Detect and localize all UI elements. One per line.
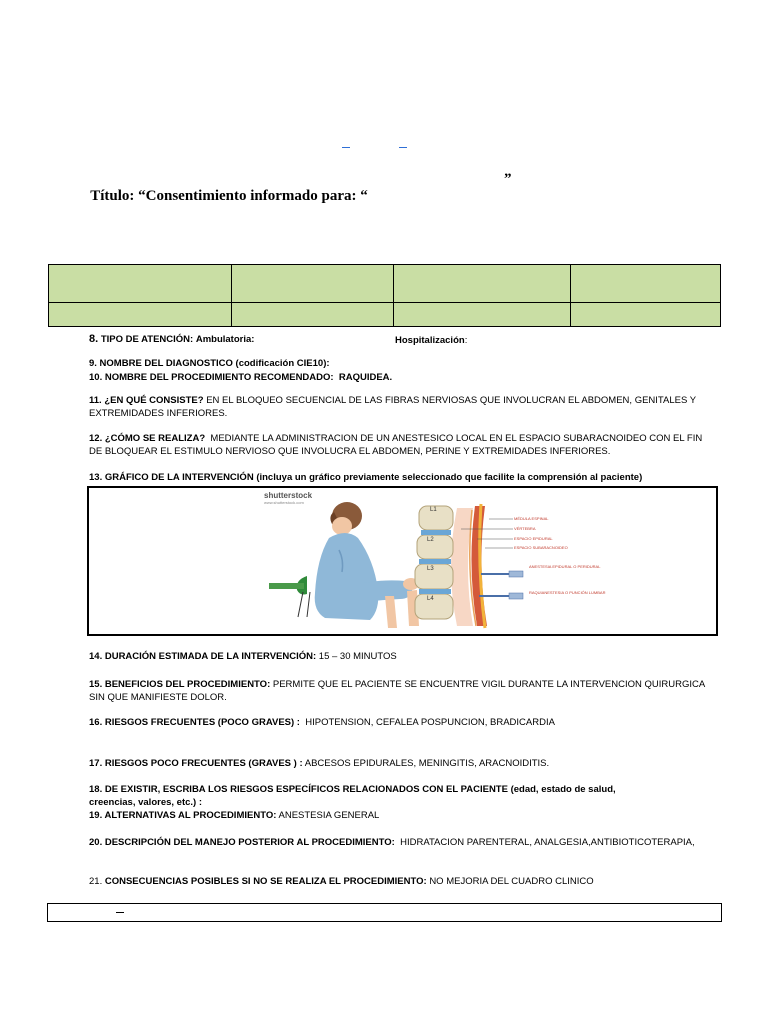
signature-field[interactable] [47,903,722,922]
section-10: 10. NOMBRE DEL PROCEDIMIENTO RECOMENDADO: RAQUIDEA. [89,372,393,383]
callout-label: ESPACIO EPIDURAL [514,536,553,541]
section-8: 8. TIPO DE ATENCIÓN: Ambulatoria: [89,333,255,345]
section-18-continued: creencias, valores, etc.) : [89,797,203,808]
title-suffix: ” [504,171,512,187]
info-cell[interactable] [49,265,232,303]
hyperlink-fragment [342,147,350,148]
patient-figure [269,502,419,628]
callout-label: ESPACIO SUBARACNOIDEO [514,545,568,550]
section-9: 9. NOMBRE DEL DIAGNOSTICO (codificación CIE10): [89,358,330,369]
document-title [83,171,512,222]
callout-label: RAQUIANESTESIA O PUNCIÓN LUMBAR [529,590,606,595]
section-14: 14. DURACIÓN ESTIMADA DE LA INTERVENCIÓN: 15 – 30 MINUTOS [89,651,397,662]
spine-diagram [415,504,523,628]
callout-labels [461,516,606,595]
section-13: 13. GRÁFICO DE LA INTERVENCIÓN (incluya un gráfico previamente seleccionado que facilite la comprensión al paciente) [89,472,643,483]
option-ambulatoria[interactable]: Ambulatoria: [195,334,255,345]
callout-label: MÉDULA ESPINAL [514,516,549,521]
info-cell[interactable] [571,303,721,327]
vertebra-label: L4 [427,596,434,602]
title-prefix: Título: “Consentimiento informado para: “ [90,188,368,204]
info-cell[interactable] [231,265,394,303]
section-12: 12. ¿CÓMO SE REALIZA? MEDIANTE LA ADMINISTRACION DE UN ANESTESICO LOCAL EN EL ESPACIO SUBARACNOIDEO CON EL FIN DE BLOQUEAR EL ESTIMULO NERVIOSO QUE INVOLUCRA EL ABDOMEN, PERINE Y EXTREMIDADES INFERIORES. [89,433,703,457]
info-cell[interactable] [394,303,571,327]
section-15: 15. BENEFICIOS DEL PROCEDIMIENTO: PERMITE QUE EL PACIENTE SE ENCUENTRE VIGIL DURANTE LA INTERVENCION QUIRURGICA SIN QUE MANIFIESTE DOLOR. [89,679,705,703]
section-11: 11. ¿EN QUÉ CONSISTE? EN EL BLOQUEO SECUENCIAL DE LAS FIBRAS NERVIOSAS QUE INVOLUCRAN EL ABDOMEN, GENITALES Y EXTREMIDADES INFERIORES. [89,395,696,419]
callout-label: ANESTESIA EPIDURAL O PERIDURAL [529,564,601,569]
field-cursor-mark [116,912,124,913]
vertebra-label: L3 [427,566,434,572]
option-hospitalizacion[interactable]: Hospitalización [395,335,465,346]
intervention-figure-box [87,486,718,636]
hyperlink-fragment [399,147,407,148]
vertebra-label: L1 [430,507,437,513]
info-cell[interactable] [571,265,721,303]
section-21: 21. CONSECUENCIAS POSIBLES SI NO SE REALIZA EL PROCEDIMIENTO: NO MEJORIA DEL CUADRO CLINICO [89,876,594,887]
info-table [48,264,721,327]
watermark-url: www.shutterstock.com [264,500,304,505]
section-18: 18. DE EXISTIR, ESCRIBA LOS RIESGOS ESPECÍFICOS RELACIONADOS CON EL PACIENTE (edad, estado de salud, [89,784,616,795]
info-cell[interactable] [394,265,571,303]
spinal-anesthesia-illustration [89,488,716,634]
option-hospitalizacion-row: Hospitalización: [395,335,468,346]
info-cell[interactable] [49,303,232,327]
vertebra-label: L2 [427,537,434,543]
section-8-label: TIPO DE ATENCIÓN: [100,334,194,345]
section-19: 19. ALTERNATIVAS AL PROCEDIMIENTO: ANESTESIA GENERAL [89,810,380,821]
info-cell[interactable] [231,303,394,327]
watermark-text: shutterstock [264,491,313,500]
section-20: 20. DESCRIPCIÓN DEL MANEJO POSTERIOR AL PROCEDIMIENTO: HIDRATACION PARENTERAL, ANALGESIA,ANTIBIOTICOTERAPIA, [89,837,695,848]
callout-label: VÉRTEBRA [514,526,536,531]
section-16: 16. RIESGOS FRECUENTES (POCO GRAVES) : HIPOTENSION, CEFALEA POSPUNCION, BRADICARDIA [89,717,555,728]
section-17: 17. RIESGOS POCO FRECUENTES (GRAVES ) : ABCESOS EPIDURALES, MENINGITIS, ARACNOIDITIS. [89,758,550,769]
